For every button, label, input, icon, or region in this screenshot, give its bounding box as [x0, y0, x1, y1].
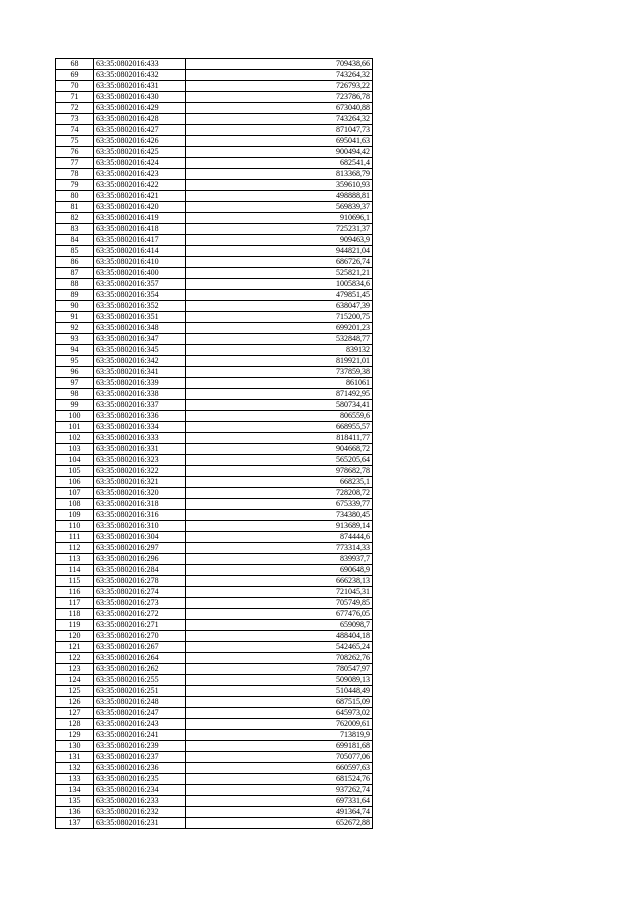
table-row — [56, 587, 373, 598]
value-cell: 978682,78 — [186, 466, 373, 477]
value-cell: 913689,14 — [186, 521, 373, 532]
row-number-cell: 104 — [56, 455, 94, 466]
value-cell: 687515,09 — [186, 697, 373, 708]
value-cell: 659098,7 — [186, 620, 373, 631]
row-number-cell: 124 — [56, 675, 94, 686]
row-number-cell: 110 — [56, 521, 94, 532]
row-number-cell: 129 — [56, 730, 94, 741]
cadastral-number-cell: 63:35:0802016:422 — [94, 180, 186, 191]
cadastral-number-cell: 63:35:0802016:243 — [94, 719, 186, 730]
table-row — [56, 686, 373, 697]
row-number-cell: 103 — [56, 444, 94, 455]
cadastral-number-cell: 63:35:0802016:418 — [94, 224, 186, 235]
value-cell: 743264,32 — [186, 70, 373, 81]
row-number-cell: 81 — [56, 202, 94, 213]
row-number-cell: 69 — [56, 70, 94, 81]
cadastral-number-cell: 63:35:0802016:274 — [94, 587, 186, 598]
row-number-cell: 107 — [56, 488, 94, 499]
table-row — [56, 609, 373, 620]
table-row — [56, 378, 373, 389]
cadastral-number-cell: 63:35:0802016:427 — [94, 125, 186, 136]
table-row — [56, 323, 373, 334]
row-number-cell: 134 — [56, 785, 94, 796]
cadastral-number-cell: 63:35:0802016:337 — [94, 400, 186, 411]
value-cell: 580734,41 — [186, 400, 373, 411]
table-row — [56, 642, 373, 653]
value-cell: 681524,76 — [186, 774, 373, 785]
cadastral-number-cell: 63:35:0802016:304 — [94, 532, 186, 543]
cadastral-number-cell: 63:35:0802016:255 — [94, 675, 186, 686]
value-cell: 479851,45 — [186, 290, 373, 301]
value-cell: 726793,22 — [186, 81, 373, 92]
table-row — [56, 697, 373, 708]
table-row — [56, 752, 373, 763]
value-cell: 725231,37 — [186, 224, 373, 235]
value-cell: 839132 — [186, 345, 373, 356]
cadastral-number-cell: 63:35:0802016:233 — [94, 796, 186, 807]
row-number-cell: 79 — [56, 180, 94, 191]
cadastral-number-cell: 63:35:0802016:419 — [94, 213, 186, 224]
cadastral-number-cell: 63:35:0802016:424 — [94, 158, 186, 169]
cadastral-number-cell: 63:35:0802016:271 — [94, 620, 186, 631]
row-number-cell: 91 — [56, 312, 94, 323]
row-number-cell: 118 — [56, 609, 94, 620]
table-row — [56, 433, 373, 444]
cadastral-number-cell: 63:35:0802016:347 — [94, 334, 186, 345]
row-number-cell: 121 — [56, 642, 94, 653]
cadastral-number-cell: 63:35:0802016:239 — [94, 741, 186, 752]
cadastral-number-cell: 63:35:0802016:426 — [94, 136, 186, 147]
cadastral-number-cell: 63:35:0802016:270 — [94, 631, 186, 642]
value-cell: 660597,63 — [186, 763, 373, 774]
table-row — [56, 235, 373, 246]
value-cell: 542465,24 — [186, 642, 373, 653]
table-row — [56, 312, 373, 323]
value-cell: 874444,6 — [186, 532, 373, 543]
cadastral-number-cell: 63:35:0802016:231 — [94, 818, 186, 829]
value-cell: 565205,64 — [186, 455, 373, 466]
value-cell: 699201,23 — [186, 323, 373, 334]
table-row — [56, 741, 373, 752]
table-row — [56, 730, 373, 741]
row-number-cell: 96 — [56, 367, 94, 378]
value-cell: 713819,9 — [186, 730, 373, 741]
cadastral-number-cell: 63:35:0802016:342 — [94, 356, 186, 367]
table-row — [56, 455, 373, 466]
table-row — [56, 191, 373, 202]
row-number-cell: 75 — [56, 136, 94, 147]
cadastral-number-cell: 63:35:0802016:432 — [94, 70, 186, 81]
row-number-cell: 115 — [56, 576, 94, 587]
table-row — [56, 763, 373, 774]
value-cell: 666238,13 — [186, 576, 373, 587]
table-row — [56, 213, 373, 224]
row-number-cell: 95 — [56, 356, 94, 367]
cadastral-number-cell: 63:35:0802016:345 — [94, 345, 186, 356]
table-row — [56, 246, 373, 257]
row-number-cell: 136 — [56, 807, 94, 818]
value-cell: 498888,81 — [186, 191, 373, 202]
cadastral-number-cell: 63:35:0802016:234 — [94, 785, 186, 796]
value-cell: 773314,33 — [186, 543, 373, 554]
cadastral-number-cell: 63:35:0802016:323 — [94, 455, 186, 466]
value-cell: 904668,72 — [186, 444, 373, 455]
cadastral-number-cell: 63:35:0802016:336 — [94, 411, 186, 422]
cadastral-number-cell: 63:35:0802016:339 — [94, 378, 186, 389]
row-number-cell: 112 — [56, 543, 94, 554]
value-cell: 944821,04 — [186, 246, 373, 257]
value-cell: 728208,72 — [186, 488, 373, 499]
table-row — [56, 444, 373, 455]
row-number-cell: 71 — [56, 92, 94, 103]
value-cell: 900494,42 — [186, 147, 373, 158]
value-cell: 638047,39 — [186, 301, 373, 312]
row-number-cell: 99 — [56, 400, 94, 411]
row-number-cell: 80 — [56, 191, 94, 202]
row-number-cell: 135 — [56, 796, 94, 807]
cadastral-number-cell: 63:35:0802016:331 — [94, 444, 186, 455]
cadastral-number-cell: 63:35:0802016:237 — [94, 752, 186, 763]
value-cell: 839937,7 — [186, 554, 373, 565]
row-number-cell: 84 — [56, 235, 94, 246]
table-row — [56, 158, 373, 169]
table-row — [56, 279, 373, 290]
cadastral-number-cell: 63:35:0802016:278 — [94, 576, 186, 587]
cadastral-number-cell: 63:35:0802016:338 — [94, 389, 186, 400]
row-number-cell: 111 — [56, 532, 94, 543]
row-number-cell: 70 — [56, 81, 94, 92]
cadastral-number-cell: 63:35:0802016:433 — [94, 59, 186, 70]
value-cell: 708262,76 — [186, 653, 373, 664]
table-row — [56, 807, 373, 818]
cadastral-number-cell: 63:35:0802016:429 — [94, 103, 186, 114]
cadastral-number-cell: 63:35:0802016:251 — [94, 686, 186, 697]
value-cell: 699181,68 — [186, 741, 373, 752]
cadastral-number-cell: 63:35:0802016:236 — [94, 763, 186, 774]
table-row — [56, 257, 373, 268]
value-cell: 743264,32 — [186, 114, 373, 125]
row-number-cell: 131 — [56, 752, 94, 763]
table-row — [56, 653, 373, 664]
row-number-cell: 105 — [56, 466, 94, 477]
value-cell: 510448,49 — [186, 686, 373, 697]
table-row — [56, 70, 373, 81]
value-cell: 673040,88 — [186, 103, 373, 114]
row-number-cell: 127 — [56, 708, 94, 719]
row-number-cell: 109 — [56, 510, 94, 521]
cadastral-number-cell: 63:35:0802016:333 — [94, 433, 186, 444]
value-cell: 668955,57 — [186, 422, 373, 433]
value-cell: 813368,79 — [186, 169, 373, 180]
value-cell: 806559,6 — [186, 411, 373, 422]
value-cell: 1005834,6 — [186, 279, 373, 290]
row-number-cell: 119 — [56, 620, 94, 631]
cadastral-number-cell: 63:35:0802016:357 — [94, 279, 186, 290]
row-number-cell: 86 — [56, 257, 94, 268]
table-row — [56, 598, 373, 609]
table-row — [56, 268, 373, 279]
table-row — [56, 774, 373, 785]
cadastral-number-cell: 63:35:0802016:425 — [94, 147, 186, 158]
cadastral-number-cell: 63:35:0802016:296 — [94, 554, 186, 565]
value-cell: 695041,63 — [186, 136, 373, 147]
table-row — [56, 400, 373, 411]
cadastral-number-cell: 63:35:0802016:320 — [94, 488, 186, 499]
value-cell: 652672,88 — [186, 818, 373, 829]
value-cell: 910696,1 — [186, 213, 373, 224]
table-row — [56, 92, 373, 103]
table-row — [56, 103, 373, 114]
cadastral-number-cell: 63:35:0802016:272 — [94, 609, 186, 620]
table-row — [56, 543, 373, 554]
row-number-cell: 77 — [56, 158, 94, 169]
row-number-cell: 100 — [56, 411, 94, 422]
cadastral-number-cell: 63:35:0802016:351 — [94, 312, 186, 323]
row-number-cell: 123 — [56, 664, 94, 675]
value-cell: 861061 — [186, 378, 373, 389]
table-row — [56, 114, 373, 125]
cadastral-number-cell: 63:35:0802016:354 — [94, 290, 186, 301]
cadastral-number-cell: 63:35:0802016:316 — [94, 510, 186, 521]
table-row — [56, 290, 373, 301]
row-number-cell: 93 — [56, 334, 94, 345]
value-cell: 819921,01 — [186, 356, 373, 367]
cadastral-number-cell: 63:35:0802016:400 — [94, 268, 186, 279]
cadastral-number-cell: 63:35:0802016:431 — [94, 81, 186, 92]
table-row — [56, 334, 373, 345]
cadastral-number-cell: 63:35:0802016:273 — [94, 598, 186, 609]
value-cell: 818411,77 — [186, 433, 373, 444]
value-cell: 697331,64 — [186, 796, 373, 807]
row-number-cell: 128 — [56, 719, 94, 730]
row-number-cell: 101 — [56, 422, 94, 433]
cadastral-number-cell: 63:35:0802016:284 — [94, 565, 186, 576]
row-number-cell: 106 — [56, 477, 94, 488]
value-cell: 645973,02 — [186, 708, 373, 719]
row-number-cell: 120 — [56, 631, 94, 642]
cadastral-number-cell: 63:35:0802016:430 — [94, 92, 186, 103]
value-cell: 686726,74 — [186, 257, 373, 268]
row-number-cell: 98 — [56, 389, 94, 400]
table-row — [56, 136, 373, 147]
value-cell: 525821,21 — [186, 268, 373, 279]
value-cell: 682541,4 — [186, 158, 373, 169]
table-row — [56, 367, 373, 378]
value-cell: 675339,77 — [186, 499, 373, 510]
table-row — [56, 818, 373, 829]
row-number-cell: 97 — [56, 378, 94, 389]
row-number-cell: 116 — [56, 587, 94, 598]
cadastral-number-cell: 63:35:0802016:334 — [94, 422, 186, 433]
cadastral-number-cell: 63:35:0802016:410 — [94, 257, 186, 268]
cadastral-number-cell: 63:35:0802016:310 — [94, 521, 186, 532]
table-row — [56, 301, 373, 312]
cadastral-number-cell: 63:35:0802016:420 — [94, 202, 186, 213]
table-row — [56, 499, 373, 510]
cadastral-number-cell: 63:35:0802016:264 — [94, 653, 186, 664]
table-row — [56, 532, 373, 543]
table-row — [56, 796, 373, 807]
cadastral-number-cell: 63:35:0802016:352 — [94, 301, 186, 312]
table-row — [56, 202, 373, 213]
cadastral-number-cell: 63:35:0802016:423 — [94, 169, 186, 180]
row-number-cell: 83 — [56, 224, 94, 235]
value-cell: 871047,73 — [186, 125, 373, 136]
value-cell: 715200,75 — [186, 312, 373, 323]
cadastral-number-cell: 63:35:0802016:247 — [94, 708, 186, 719]
cadastral-number-cell: 63:35:0802016:318 — [94, 499, 186, 510]
cadastral-number-cell: 63:35:0802016:414 — [94, 246, 186, 257]
table-row — [56, 125, 373, 136]
table-row — [56, 785, 373, 796]
cadastral-number-cell: 63:35:0802016:321 — [94, 477, 186, 488]
value-cell: 709438,66 — [186, 59, 373, 70]
table-row — [56, 510, 373, 521]
row-number-cell: 72 — [56, 103, 94, 114]
value-cell: 737859,38 — [186, 367, 373, 378]
row-number-cell: 113 — [56, 554, 94, 565]
row-number-cell: 92 — [56, 323, 94, 334]
row-number-cell: 68 — [56, 59, 94, 70]
table-row — [56, 477, 373, 488]
value-cell: 937262,74 — [186, 785, 373, 796]
value-cell: 723786,78 — [186, 92, 373, 103]
row-number-cell: 102 — [56, 433, 94, 444]
table-row — [56, 631, 373, 642]
cadastral-number-cell: 63:35:0802016:341 — [94, 367, 186, 378]
table-row — [56, 554, 373, 565]
cadastral-number-cell: 63:35:0802016:235 — [94, 774, 186, 785]
cadastral-number-cell: 63:35:0802016:297 — [94, 543, 186, 554]
value-cell: 871492,95 — [186, 389, 373, 400]
table-row — [56, 521, 373, 532]
value-cell: 677476,05 — [186, 609, 373, 620]
value-cell: 532848,77 — [186, 334, 373, 345]
value-cell: 762009,61 — [186, 719, 373, 730]
value-cell: 569839,37 — [186, 202, 373, 213]
row-number-cell: 78 — [56, 169, 94, 180]
value-cell: 488404,18 — [186, 631, 373, 642]
table-row — [56, 180, 373, 191]
table-row — [56, 664, 373, 675]
row-number-cell: 137 — [56, 818, 94, 829]
value-cell: 668235,1 — [186, 477, 373, 488]
table-row — [56, 719, 373, 730]
value-cell: 705077,06 — [186, 752, 373, 763]
cadastral-number-cell: 63:35:0802016:248 — [94, 697, 186, 708]
table-row — [56, 411, 373, 422]
cadastral-number-cell: 63:35:0802016:232 — [94, 807, 186, 818]
cadastral-number-cell: 63:35:0802016:428 — [94, 114, 186, 125]
table-row — [56, 422, 373, 433]
table-row — [56, 81, 373, 92]
table-row — [56, 466, 373, 477]
row-number-cell: 132 — [56, 763, 94, 774]
row-number-cell: 117 — [56, 598, 94, 609]
cadastral-number-cell: 63:35:0802016:417 — [94, 235, 186, 246]
row-number-cell: 89 — [56, 290, 94, 301]
row-number-cell: 122 — [56, 653, 94, 664]
table-row — [56, 147, 373, 158]
row-number-cell: 87 — [56, 268, 94, 279]
value-cell: 491364,74 — [186, 807, 373, 818]
value-cell: 690648,9 — [186, 565, 373, 576]
table-row — [56, 488, 373, 499]
cadastral-number-cell: 63:35:0802016:241 — [94, 730, 186, 741]
row-number-cell: 126 — [56, 697, 94, 708]
table-row — [56, 708, 373, 719]
cadastral-number-cell: 63:35:0802016:348 — [94, 323, 186, 334]
table-row — [56, 224, 373, 235]
cadastral-number-cell: 63:35:0802016:421 — [94, 191, 186, 202]
row-number-cell: 74 — [56, 125, 94, 136]
table-row — [56, 59, 373, 70]
row-number-cell: 73 — [56, 114, 94, 125]
table-row — [56, 620, 373, 631]
table-body — [56, 59, 373, 829]
row-number-cell: 94 — [56, 345, 94, 356]
table-row — [56, 356, 373, 367]
value-cell: 780547,97 — [186, 664, 373, 675]
cadastral-number-cell: 63:35:0802016:267 — [94, 642, 186, 653]
value-cell: 734380,45 — [186, 510, 373, 521]
table-row — [56, 169, 373, 180]
row-number-cell: 133 — [56, 774, 94, 785]
cadastral-number-cell: 63:35:0802016:322 — [94, 466, 186, 477]
table-row — [56, 576, 373, 587]
row-number-cell: 108 — [56, 499, 94, 510]
table-row — [56, 345, 373, 356]
cadastral-number-cell: 63:35:0802016:262 — [94, 664, 186, 675]
row-number-cell: 85 — [56, 246, 94, 257]
table-row — [56, 565, 373, 576]
table-row — [56, 675, 373, 686]
value-cell: 359610,93 — [186, 180, 373, 191]
row-number-cell: 125 — [56, 686, 94, 697]
value-cell: 721045,31 — [186, 587, 373, 598]
row-number-cell: 76 — [56, 147, 94, 158]
value-cell: 509089,13 — [186, 675, 373, 686]
row-number-cell: 90 — [56, 301, 94, 312]
row-number-cell: 114 — [56, 565, 94, 576]
table-row — [56, 389, 373, 400]
value-cell: 909463,9 — [186, 235, 373, 246]
row-number-cell: 130 — [56, 741, 94, 752]
value-cell: 705749,85 — [186, 598, 373, 609]
data-table — [55, 58, 373, 829]
row-number-cell: 82 — [56, 213, 94, 224]
row-number-cell: 88 — [56, 279, 94, 290]
